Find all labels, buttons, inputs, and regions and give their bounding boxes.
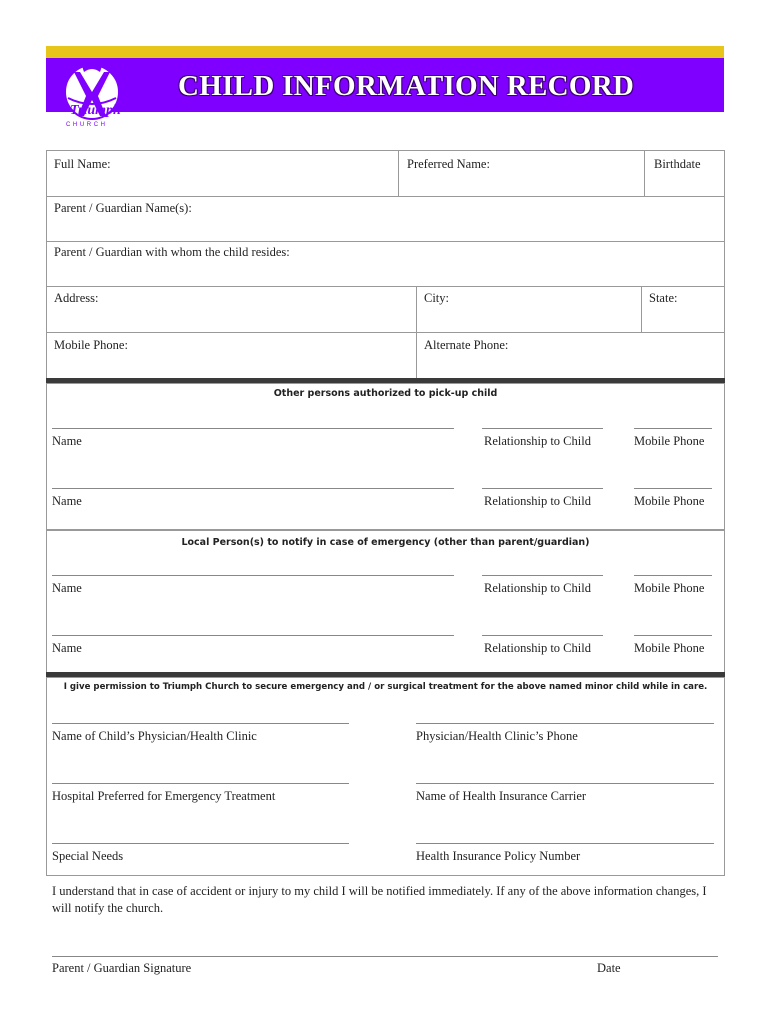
hospital-label: Hospital Preferred for Emergency Treatment bbox=[52, 789, 276, 803]
hospital-line[interactable] bbox=[52, 783, 349, 784]
parent-names-field[interactable]: Parent / Guardian Name(s): bbox=[54, 201, 192, 215]
logo-script-text: Triumph bbox=[70, 103, 121, 118]
insurance-carrier-line[interactable] bbox=[416, 783, 714, 784]
physician-phone-label: Physician/Health Clinic’s Phone bbox=[416, 729, 578, 743]
emergency-name-label: Name bbox=[52, 641, 82, 655]
pickup-heading: Other persons authorized to pick-up child bbox=[273, 388, 498, 399]
signature-label: Parent / Guardian Signature bbox=[52, 961, 192, 975]
pickup-relationship-line[interactable] bbox=[482, 488, 603, 489]
emergency-phone-label: Mobile Phone bbox=[634, 641, 705, 655]
emergency-name-line[interactable] bbox=[52, 635, 454, 636]
grid-divider bbox=[46, 332, 725, 333]
emergency-section bbox=[46, 530, 725, 673]
physician-label: Name of Child’s Physician/Health Clinic bbox=[52, 729, 257, 743]
emergency-phone-line[interactable] bbox=[634, 635, 712, 636]
mobile-phone-field[interactable]: Mobile Phone: bbox=[54, 338, 128, 352]
header-accent-bar bbox=[46, 46, 724, 58]
grid-divider bbox=[46, 286, 725, 287]
pickup-relationship-line[interactable] bbox=[482, 428, 603, 429]
emergency-heading: Local Person(s) to notify in case of emergency (other than parent/guardian) bbox=[181, 537, 590, 548]
medical-section bbox=[46, 677, 725, 876]
grid-divider bbox=[641, 286, 642, 332]
physician-line[interactable] bbox=[52, 723, 349, 724]
pickup-name-label: Name bbox=[52, 434, 82, 448]
logo-wordmark: CHURCH bbox=[66, 122, 108, 128]
grid-divider bbox=[46, 241, 725, 242]
pickup-phone-line[interactable] bbox=[634, 428, 712, 429]
emergency-relationship-label: Relationship to Child bbox=[484, 641, 591, 655]
pickup-section bbox=[46, 383, 725, 530]
policy-number-label: Health Insurance Policy Number bbox=[416, 849, 581, 863]
grid-divider bbox=[398, 150, 399, 196]
emergency-name-line[interactable] bbox=[52, 575, 454, 576]
church-logo bbox=[62, 58, 128, 132]
pickup-name-label: Name bbox=[52, 494, 82, 508]
emergency-name-label: Name bbox=[52, 581, 82, 595]
permission-statement: I give permission to Triumph Church to secure emergency and / or surgical treatment for the above named minor child while in care. bbox=[63, 682, 708, 692]
city-field[interactable]: City: bbox=[424, 291, 450, 305]
emergency-relationship-line[interactable] bbox=[482, 635, 603, 636]
pickup-name-line[interactable] bbox=[52, 428, 454, 429]
emergency-phone-line[interactable] bbox=[634, 575, 712, 576]
special-needs-line[interactable] bbox=[52, 843, 349, 844]
insurance-carrier-label: Name of Health Insurance Carrier bbox=[416, 789, 587, 803]
pickup-name-line[interactable] bbox=[52, 488, 454, 489]
emergency-relationship-label: Relationship to Child bbox=[484, 581, 591, 595]
grid-divider bbox=[644, 150, 645, 196]
pickup-relationship-label: Relationship to Child bbox=[484, 434, 591, 448]
state-field[interactable]: State: bbox=[649, 291, 678, 305]
special-needs-label: Special Needs bbox=[52, 849, 124, 863]
acknowledgement-text: I understand that in case of accident or injury to my child I will be notified immediately. If any of the above information changes, I will notify the church. bbox=[52, 884, 707, 915]
pickup-phone-line[interactable] bbox=[634, 488, 712, 489]
policy-number-line[interactable] bbox=[416, 843, 714, 844]
pickup-phone-label: Mobile Phone bbox=[634, 434, 705, 448]
date-label: Date bbox=[597, 961, 621, 975]
pickup-relationship-label: Relationship to Child bbox=[484, 494, 591, 508]
pickup-phone-label: Mobile Phone bbox=[634, 494, 705, 508]
address-field[interactable]: Address: bbox=[54, 291, 99, 305]
page-title: CHILD INFORMATION RECORD bbox=[178, 70, 635, 102]
birthdate-field[interactable]: Birthdate bbox=[654, 157, 701, 171]
parent-resides-field[interactable]: Parent / Guardian with whom the child resides: bbox=[54, 245, 290, 259]
grid-divider bbox=[46, 196, 725, 197]
physician-phone-line[interactable] bbox=[416, 723, 714, 724]
full-name-field[interactable]: Full Name: bbox=[54, 157, 111, 171]
grid-divider bbox=[416, 286, 417, 382]
emergency-relationship-line[interactable] bbox=[482, 575, 603, 576]
child-info-grid bbox=[46, 150, 725, 382]
preferred-name-field[interactable]: Preferred Name: bbox=[407, 157, 490, 171]
alternate-phone-field[interactable]: Alternate Phone: bbox=[424, 338, 509, 352]
signature-line[interactable] bbox=[52, 956, 718, 957]
emergency-phone-label: Mobile Phone bbox=[634, 581, 705, 595]
